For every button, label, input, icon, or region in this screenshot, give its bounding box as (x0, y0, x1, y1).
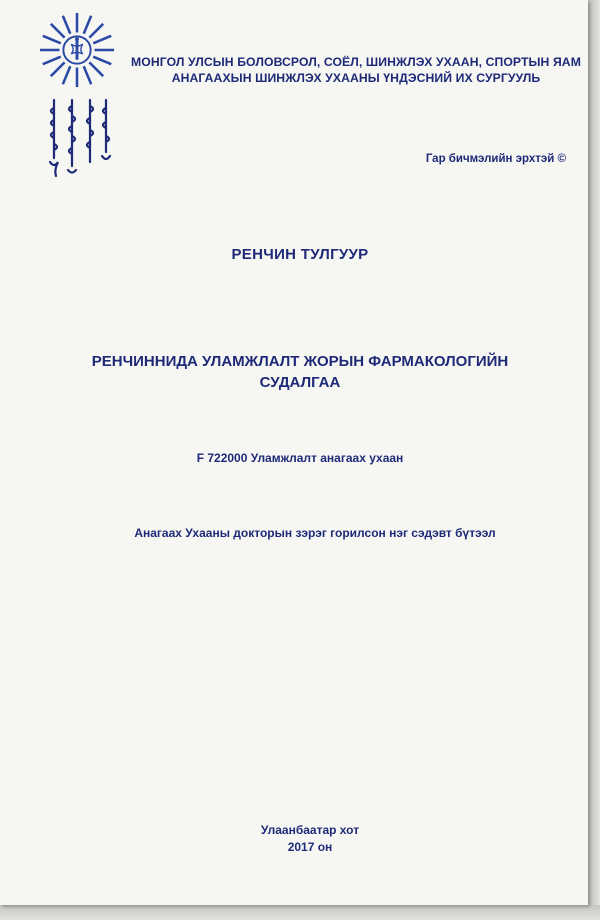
specialty-code: F 722000 Уламжлалт анагаах ухаан (196, 451, 404, 465)
university-name: АНАГААХЫН ШИНЖЛЭХ УХААНЫ ҮНДЭСНИЙ ИХ СУРГУУЛЬ (171, 71, 541, 85)
place-and-year (0, 822, 600, 856)
degree-statement: Анагаах Ухааны докторын зэрэг горилсон нэг сэдэвт бүтээл (134, 526, 496, 540)
paper-edge-bottom (0, 905, 600, 920)
title-line-2: СУДАЛГАА (259, 374, 341, 391)
author-name: РЕНЧИН ТУЛГУУР (231, 246, 369, 263)
city: Улаанбаатар хот (260, 823, 360, 837)
year: 2017 он (287, 840, 333, 854)
title-line-1: РЕНЧИННИДА УЛАМЖЛАЛТ ЖОРЫН ФАРМАКОЛОГИЙН (91, 353, 509, 370)
university-emblem-icon (38, 10, 116, 90)
copyright-notice: Гар бичмэлийн эрхтэй © (425, 153, 566, 165)
institution-header (126, 54, 586, 86)
ministry-name: МОНГОЛ УЛСЫН БОЛОВСРОЛ, СОЁЛ, ШИНЖЛЭХ УХААН, СПОРТЫН ЯАМ (131, 55, 581, 69)
dissertation-title (80, 351, 520, 393)
mongolian-script-name-icon (40, 96, 112, 184)
